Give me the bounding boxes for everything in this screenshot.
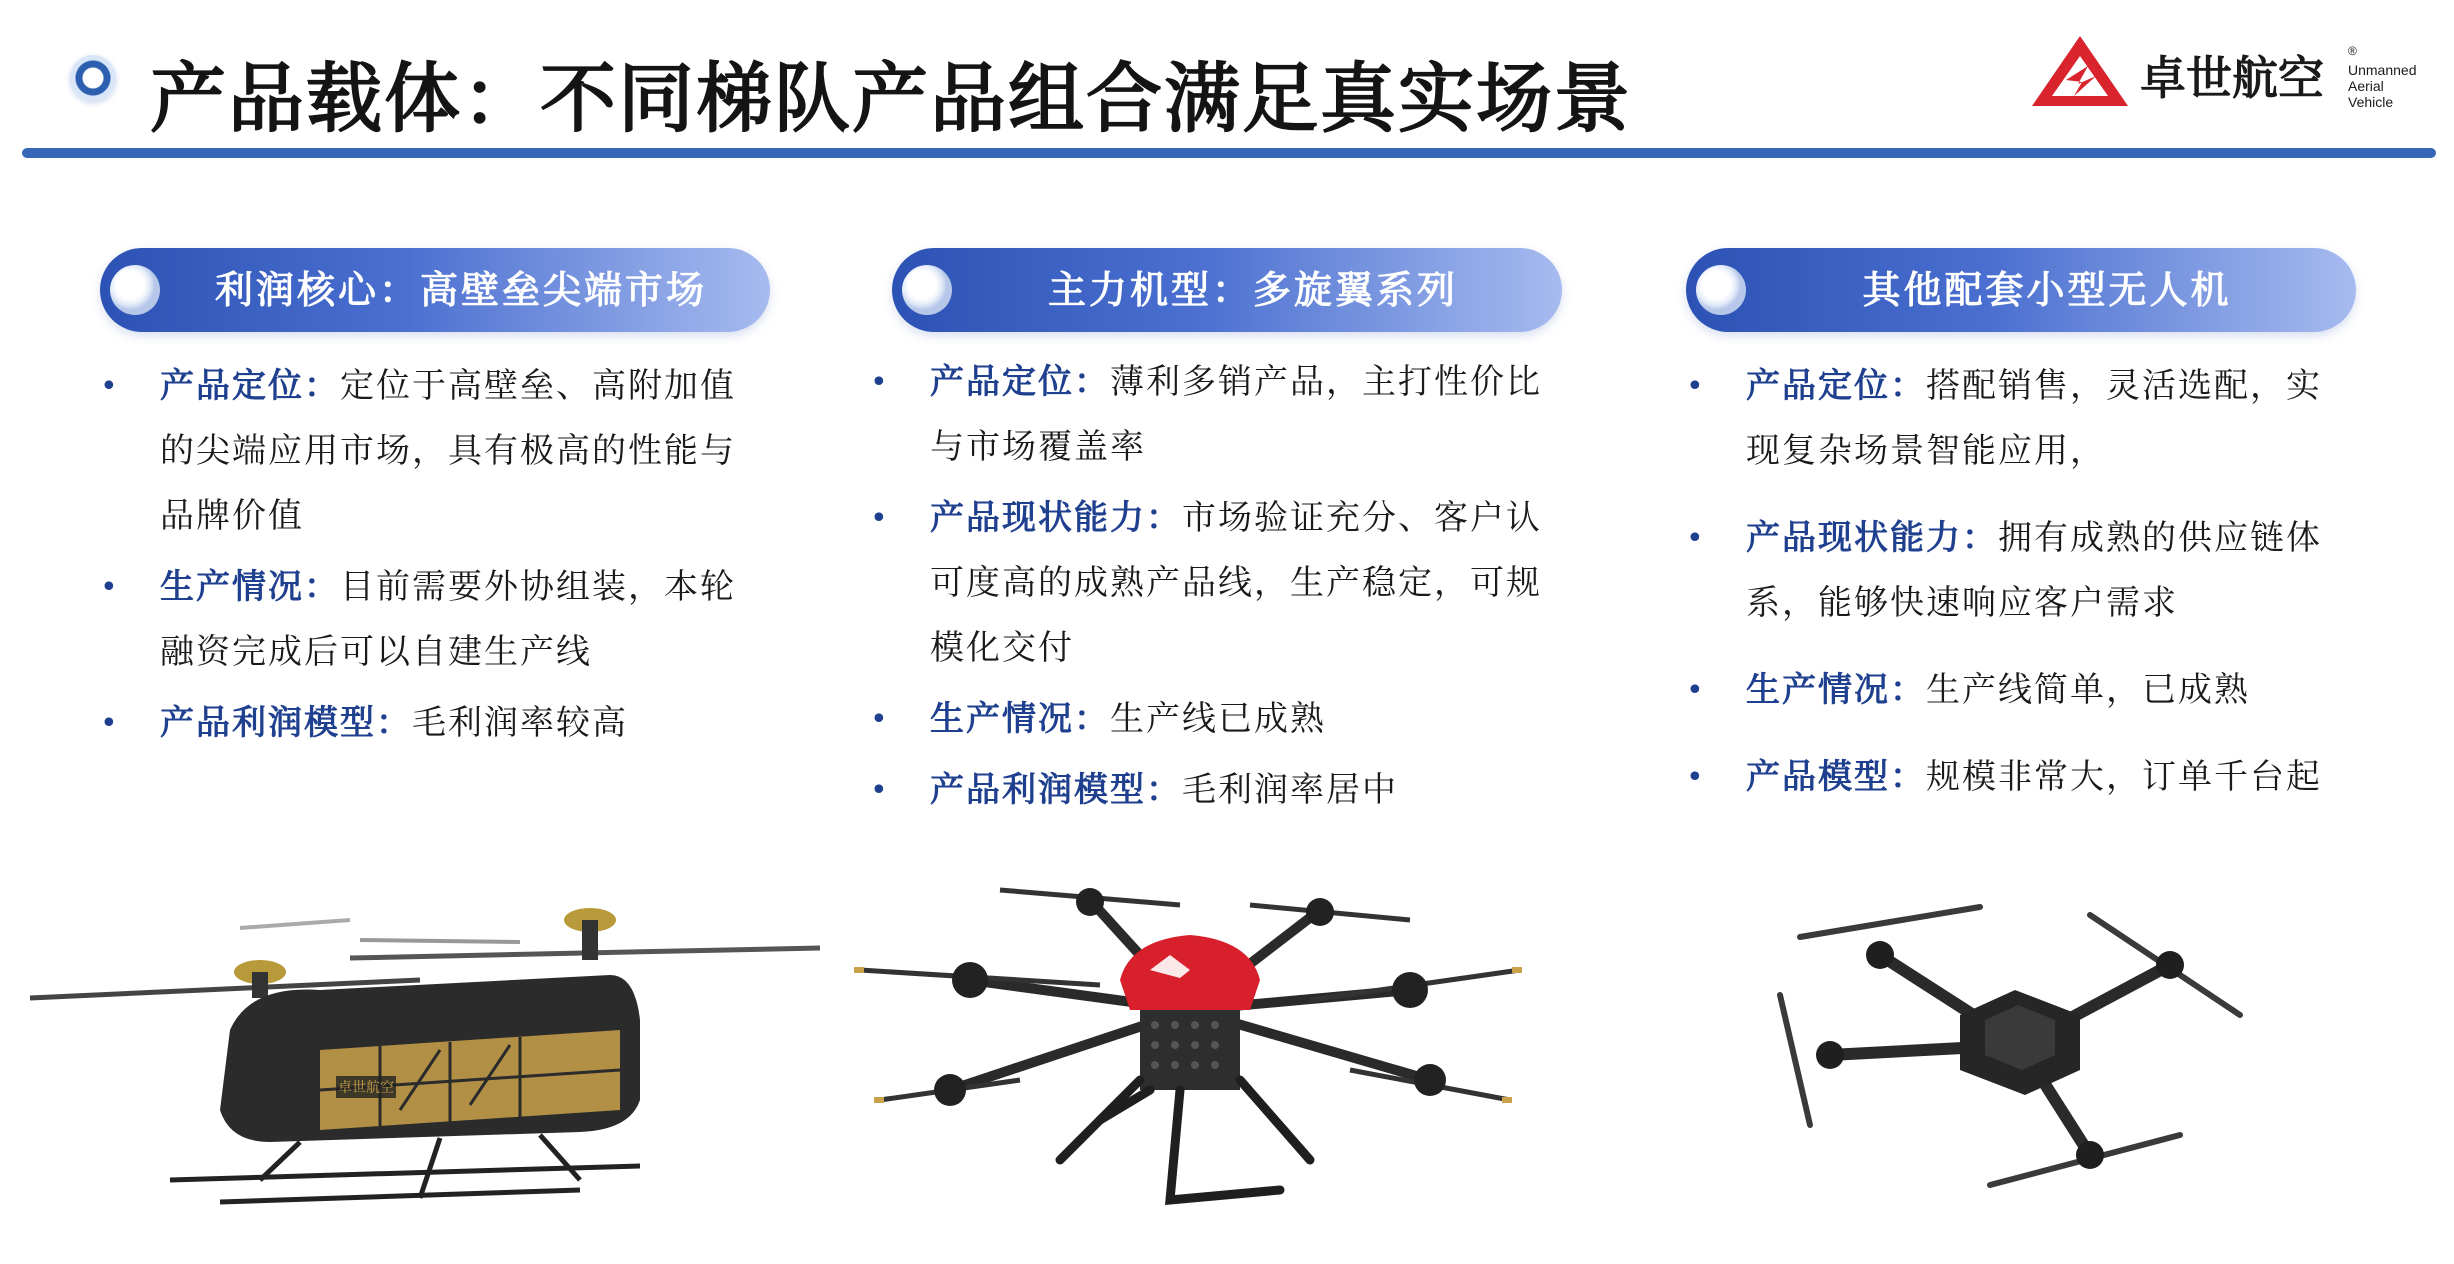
point-text: 规模非常大，订单千台起 — [1926, 757, 2322, 797]
pill-bullet-icon — [1696, 265, 1746, 315]
point-key: 产品定位： — [1746, 366, 1926, 406]
list-item — [100, 354, 760, 549]
column-main-models — [892, 248, 1562, 829]
pill-bullet-icon — [110, 265, 160, 315]
company-logo — [2030, 34, 2430, 110]
column-small-drones — [1686, 248, 2356, 832]
section-heading-pill — [1686, 248, 2356, 332]
column-profit-core — [100, 248, 770, 762]
logo-chinese-name: 卓世航空 — [2140, 51, 2324, 105]
title-bullet-icon — [70, 55, 116, 101]
point-key: 产品利润模型： — [160, 703, 412, 743]
header-divider — [22, 148, 2436, 158]
list-item — [100, 691, 760, 756]
point-key: 产品现状能力： — [930, 498, 1182, 538]
point-text: 定位于高壁垒、高附加值的尖端应用市场，具有极高的性能与品牌价值 — [160, 366, 736, 536]
section-heading: 利润核心：高壁垒尖端市场 — [214, 267, 707, 312]
list-item — [870, 687, 1570, 752]
point-list — [1686, 354, 2356, 810]
list-item — [870, 486, 1570, 681]
logo-english-name: Unmanned Aerial Vehicle — [2348, 62, 2417, 110]
list-item — [1686, 745, 2346, 810]
quadcopter-drone-image — [1760, 895, 2280, 1195]
point-key: 生产情况： — [930, 699, 1110, 739]
section-heading-pill — [892, 248, 1562, 332]
point-key: 产品定位： — [160, 366, 340, 406]
point-list — [870, 350, 1540, 823]
point-text: 毛利润率较高 — [412, 703, 628, 743]
page-title: 产品载体：不同梯队产品组合满足真实场景 — [150, 54, 1632, 143]
point-text: 薄利多销产品，主打性价比与市场覆盖率 — [930, 362, 1542, 467]
point-key: 生产情况： — [160, 567, 340, 607]
list-item — [870, 350, 1570, 480]
list-item — [1686, 354, 2346, 484]
point-key: 生产情况： — [1746, 670, 1926, 710]
multirotor-drone-image — [850, 860, 1530, 1220]
point-text: 毛利润率居中 — [1182, 770, 1398, 810]
point-text: 拥有成熟的供应链体系，能够快速响应客户需求 — [1746, 518, 2322, 623]
list-item — [100, 555, 760, 685]
list-item — [870, 758, 1570, 823]
helicopter-drone-image — [20, 880, 820, 1210]
section-heading-pill — [100, 248, 770, 332]
section-heading: 其他配套小型无人机 — [1862, 267, 2232, 312]
point-text: 市场验证充分、客户认可度高的成熟产品线，生产稳定，可规模化交付 — [930, 498, 1542, 668]
point-text: 目前需要外协组装，本轮融资完成后可以自建生产线 — [160, 567, 736, 672]
point-key: 产品利润模型： — [930, 770, 1182, 810]
point-text: 生产线简单，已成熟 — [1926, 670, 2250, 710]
point-key: 产品定位： — [930, 362, 1110, 402]
point-text: 搭配销售，灵活选配，实现复杂场景智能应用， — [1746, 366, 2322, 471]
point-key: 产品模型： — [1746, 757, 1926, 797]
list-item — [1686, 658, 2346, 723]
logo-mark-icon — [2030, 34, 2130, 108]
section-heading: 主力机型：多旋翼系列 — [1047, 267, 1458, 312]
svg-text:卓世航空: 卓世航空 — [338, 1080, 394, 1096]
point-list — [100, 354, 770, 756]
logo-registered-mark: ® — [2348, 44, 2357, 58]
point-text: 生产线已成熟 — [1110, 699, 1326, 739]
point-key: 产品现状能力： — [1746, 518, 1998, 558]
pill-bullet-icon — [902, 265, 952, 315]
list-item — [1686, 506, 2346, 636]
